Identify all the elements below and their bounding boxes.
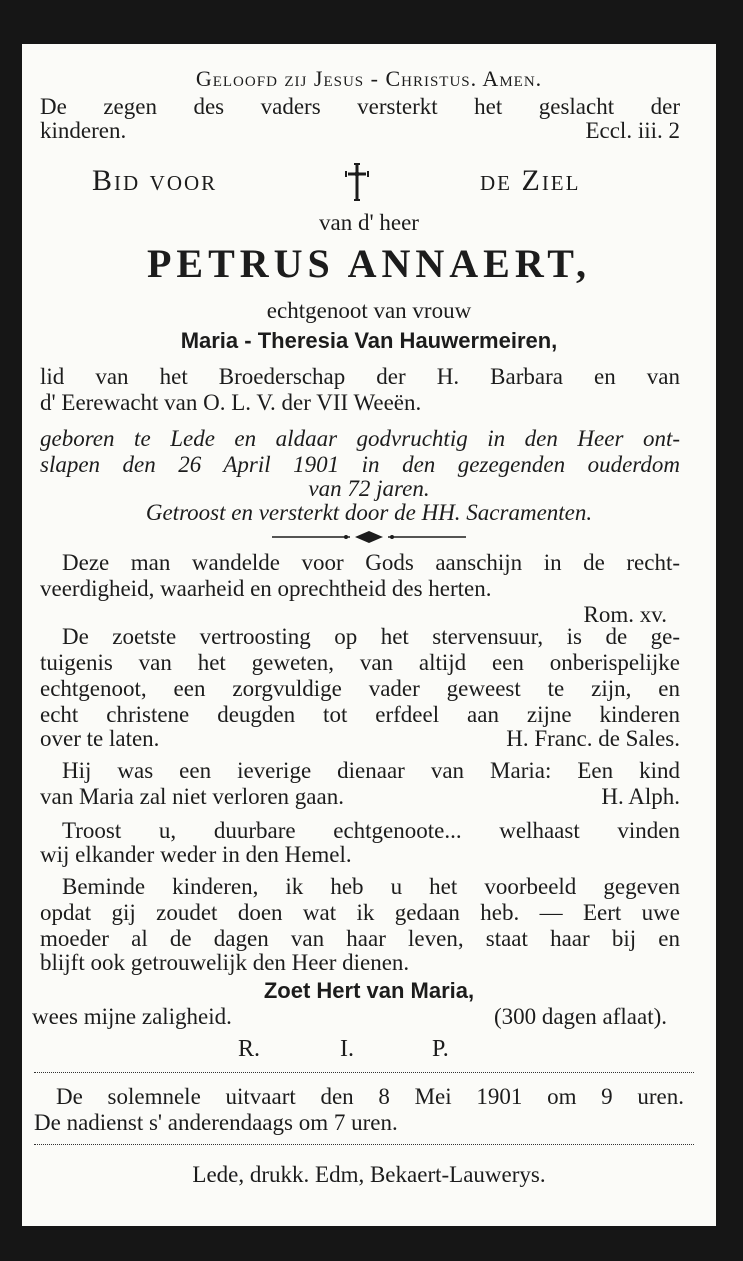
membership-line-1: lid van het Broederschap der H. Barbara en van xyxy=(40,364,680,389)
birth-line-3: van 72 jaren. xyxy=(308,476,430,501)
p2-line-3: echtgenoot, een zorgvuldige vader geweest te zijn, en xyxy=(40,676,680,701)
heart-invocation: Zoet Hert van Maria, xyxy=(263,978,475,1003)
ornate-cross-icon xyxy=(344,162,370,202)
p2-line-1: De zoetste vertroosting op het stervensuur, is de ge- xyxy=(62,624,680,649)
heart-line-2-text: wees mijne zaligheid. xyxy=(32,1004,232,1029)
p3-reference: H. Alph. xyxy=(601,784,680,809)
p2-line-4: echt christene deugden tot erfdeel aan zijne kinderen xyxy=(40,702,680,727)
p3-line-2 xyxy=(40,784,680,810)
services-line-2: De nadienst s' anderendaags om 7 uren. xyxy=(34,1110,398,1135)
p2-reference: H. Franc. de Sales. xyxy=(506,726,680,751)
p5-line-1: Beminde kinderen, ik heb u het voorbeeld gegeven xyxy=(62,874,680,899)
p5-line-4: blijft ook getrouwelijk den Heer dienen. xyxy=(40,950,410,975)
sacraments-line: Getroost en versterkt door de HH. Sacramenten. xyxy=(145,500,593,525)
prayer-heading xyxy=(92,162,622,202)
divider-bottom xyxy=(34,1144,694,1145)
deceased-name: PETRUS ANNAERT, xyxy=(146,241,592,286)
birth-line-1: geboren te Lede en aldaar godvruchtig in den Heer ont- xyxy=(40,426,680,451)
p1-reference: Rom. xv. xyxy=(583,602,667,627)
p2-line-2: tuigenis van het geweten, van altijd een onberispelijke xyxy=(40,650,680,675)
memorial-card xyxy=(22,44,716,1226)
name-prefix: van d' heer xyxy=(319,210,419,235)
p2-line-5-text: over te laten. xyxy=(40,726,160,751)
p1-line-2: veerdigheid, waarheid en oprechtheid des herten. xyxy=(40,576,492,601)
rip-i: I. xyxy=(340,1036,354,1062)
p3-line-2-text: van Maria zal niet verloren gaan. xyxy=(40,784,344,809)
p2-line-5 xyxy=(40,726,680,752)
printer-line: Lede, drukk. Edm, Bekaert-Lauwerys. xyxy=(192,1162,546,1187)
birth-line-2: slapen den 26 April 1901 in den gezegenden ouderdom xyxy=(40,452,680,477)
p1-line-1: Deze man wandelde voor Gods aanschijn in de recht- xyxy=(62,550,680,575)
membership-line-2: d' Eerewacht van O. L. V. der VII Weeën. xyxy=(40,390,422,415)
p4-line-2: wij elkander weder in den Hemel. xyxy=(40,842,352,867)
spouse-name: Maria - Theresia Van Hauwermeiren, xyxy=(180,328,558,353)
rip-r: R. xyxy=(238,1036,261,1062)
quote-line-2 xyxy=(40,118,680,144)
spouse-prefix: echtgenoot van vrouw xyxy=(266,298,472,323)
rip-p: P. xyxy=(432,1036,449,1062)
heart-line-2 xyxy=(32,1004,667,1030)
quote-line-1: De zegen des vaders versterkt het geslacht der xyxy=(40,94,680,119)
p3-line-1: Hij was een ieverige dienaar van Maria: Een kind xyxy=(62,758,680,783)
quote-reference: Eccl. iii. 2 xyxy=(585,118,680,143)
prayer-right: de Ziel xyxy=(480,164,581,197)
ornamental-divider-icon xyxy=(270,530,468,544)
divider-top xyxy=(34,1072,694,1073)
indulgence-note: (300 dagen aflaat). xyxy=(493,1004,667,1029)
services-line-1: De solemnele uitvaart den 8 Mei 1901 om 9 uren. xyxy=(56,1084,684,1109)
p5-line-3: moeder al de dagen van haar leven, staat haar bij en xyxy=(40,926,680,951)
p4-line-1: Troost u, duurbare echtgenoote... welhaast vinden xyxy=(62,818,680,843)
quote-line-2-text: kinderen. xyxy=(40,118,127,143)
prayer-left: Bid voor xyxy=(92,164,218,197)
p5-line-2: opdat gij zoudet doen wat ik gedaan heb. — Eert uwe xyxy=(40,900,680,925)
motto: Geloofd zij Jesus - Christus. Amen. xyxy=(195,66,543,91)
